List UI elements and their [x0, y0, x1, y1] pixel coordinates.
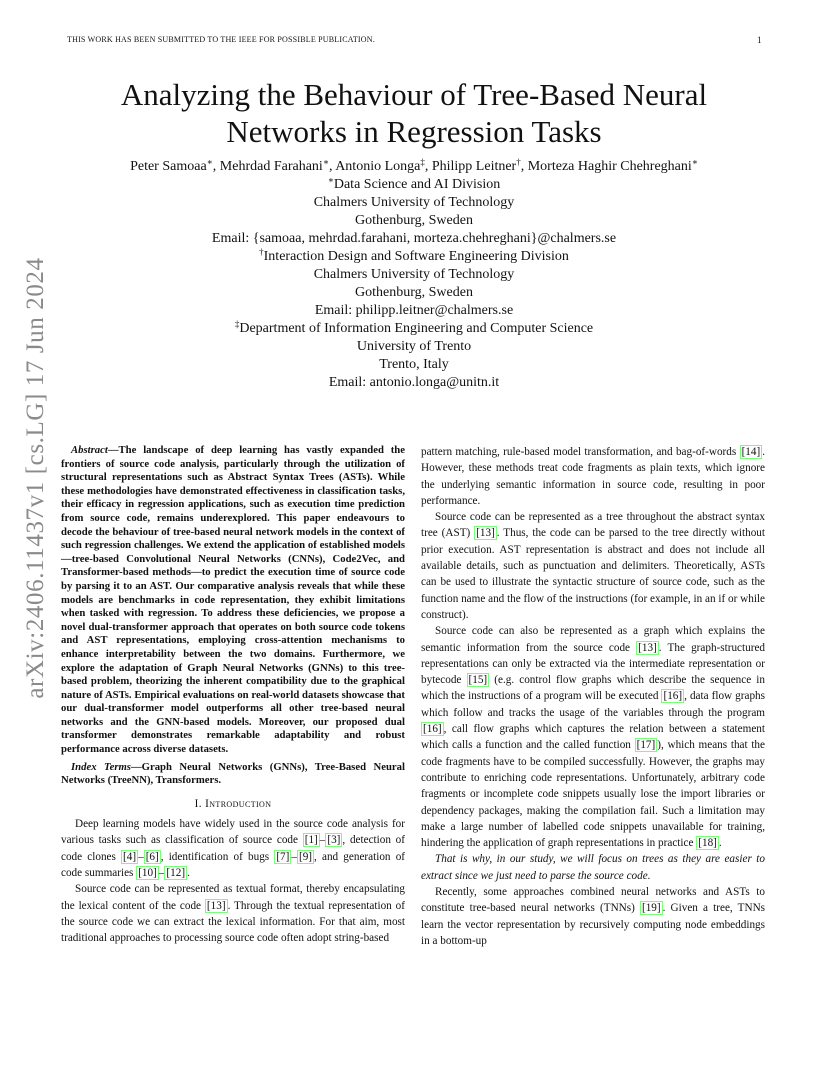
title-line-2: Networks in Regression Tasks: [226, 114, 602, 149]
author-mark: ∗: [206, 157, 213, 167]
author-mark: ∗: [322, 157, 329, 167]
text-run: , call flow graphs which captures the relation between a statement which calls a function and the called function: [421, 723, 765, 752]
text-run: Recently, some approaches combined neural networks and ASTs to constitute tree-based neural networks (TNNs): [421, 886, 765, 915]
text-run: , data flow graphs which follow and tracks the usage of the variables through the program: [421, 690, 765, 719]
affiliation-university: Chalmers University of Technology: [313, 195, 515, 210]
affiliation-email: Email: {samoaa, mehrdad.farahani, morteza.chehreghani}@chalmers.se: [211, 231, 617, 246]
affiliation-mark: ∗: [327, 175, 334, 185]
text-run: Source code can be represented as a tree throughout the abstract syntax tree (AST): [421, 511, 765, 540]
citation-link[interactable]: [16]: [663, 690, 683, 703]
citation-link[interactable]: [15]: [468, 674, 488, 687]
intro-paragraph-1: [61, 816, 405, 881]
affiliation-university: University of Trento: [356, 339, 472, 354]
text-run: . The graph-structured representations can only be extracted via the intermediate representation or bytecode: [421, 641, 765, 687]
affiliation-city: Gothenburg, Sweden: [355, 213, 473, 228]
left-column: [61, 444, 405, 947]
text-run: . Thus, the code can be parsed to the tree directly without prior execution. AST representation is abstract and does not include all available details, such as punctuation and delimiters. Theoretically, ASTs can be used to illustrate the syntactic structure of source code, such as the function name and the flow of the instructions (for example, in an if or while construct).: [421, 527, 765, 621]
text-run: .: [187, 867, 190, 880]
affiliation-city: Trento, Italy: [379, 357, 449, 372]
citation-link[interactable]: [7]: [276, 850, 290, 863]
affiliation-email: Email: antonio.longa@unitn.it: [328, 375, 500, 390]
affiliation-dept: Interaction Design and Software Engineering Division: [263, 249, 569, 264]
arxiv-stamp-text: arXiv:2406.11437v1 [cs.LG] 17 Jun 2024: [22, 257, 49, 699]
text-run: –: [291, 850, 297, 863]
citation-link[interactable]: [16]: [423, 723, 442, 736]
running-header: THIS WORK HAS BEEN SUBMITTED TO THE IEEE FOR POSSIBLE PUBLICATION.: [67, 35, 375, 44]
text-run: , and generation of code summaries: [61, 850, 406, 880]
text-run: –: [158, 867, 165, 880]
index-terms-text: —Graph Neural Networks (GNNs), Tree-Based Neural Networks (TreeNN), Transformers.: [61, 760, 405, 787]
affiliation-3: [60, 320, 768, 392]
citation-link[interactable]: [13]: [206, 899, 226, 912]
affiliation-dept: Data Science and AI Division: [333, 177, 501, 192]
citation-link[interactable]: [18]: [698, 837, 717, 850]
citation-link[interactable]: [3]: [327, 834, 341, 847]
affiliation-mark: †: [259, 247, 264, 257]
text-run: . Through the textual representation of the source code we can extract the lexical information. For that aim, most traditional approaches to processing source code often adopt string-based: [61, 899, 405, 945]
affiliation-1: [60, 176, 768, 248]
title-line-1: Analyzing the Behaviour of Tree-Based Neural: [120, 77, 708, 112]
section-title: Introduction: [205, 797, 272, 810]
affiliation-city: Gothenburg, Sweden: [355, 285, 473, 300]
citation-link[interactable]: [6]: [145, 850, 159, 863]
paper-title: [80, 76, 748, 150]
citation-link[interactable]: [9]: [298, 850, 313, 863]
citation-link[interactable]: [4]: [123, 850, 137, 863]
text-run: –: [319, 834, 326, 847]
text-run: ), which means that the code fragments have to be compiled successfully. However, the graphs may contribute to enriching code representations. Unfortunately, arbitrary code fragments or incomplete code snippets usually lose the import libraries or dependency packages, making the compilation fail. Such a limitation may make a large number of labelled code snippets unavailable for training, hindering the application of graph representations in practice: [421, 739, 765, 850]
abstract-label: Abstract: [71, 444, 108, 456]
abstract: [61, 444, 405, 757]
section-number: I.: [194, 797, 202, 810]
citation-link[interactable]: [1]: [304, 834, 318, 847]
text-run: Source code can be represented as textual format, thereby encapsulating the lexical content of the code: [61, 883, 405, 912]
right-column: [421, 444, 765, 949]
index-terms-label: Index Terms: [71, 760, 131, 773]
author-mark: ∗: [691, 157, 698, 167]
intro-paragraph-2: [61, 881, 405, 946]
affiliation-2: [60, 248, 768, 320]
page-number: 1: [757, 35, 762, 45]
index-terms: [61, 761, 405, 788]
text-run: . Given a tree, TNNs learn the vector representation by recursively computing node embeddings in a bottom-up: [421, 902, 766, 947]
right-paragraph-2: [421, 509, 765, 623]
citation-link[interactable]: [13]: [476, 527, 495, 540]
affiliation-university: Chalmers University of Technology: [313, 267, 515, 282]
text-run: , identification of bugs: [160, 850, 275, 863]
text-run: Deep learning models have widely used in the source code analysis for various tasks such as classification of source code: [61, 818, 405, 847]
author-mark: ‡: [420, 157, 425, 167]
text-run: Source code can also be represented as a graph which explains the semantic information from the source code: [421, 625, 765, 654]
author-name: Philipp Leitner: [431, 159, 517, 174]
citation-link[interactable]: [12]: [166, 867, 186, 880]
text-run: . However, these methods treat code fragments as plain texts, which ignore the underlying semantic information in source code, resulting in poor performance.: [421, 446, 765, 507]
text-run: pattern matching, rule-based model transformation, and bag-of-words: [421, 446, 740, 458]
affiliation-email: Email: philipp.leitner@chalmers.se: [314, 303, 514, 318]
citation-link[interactable]: [19]: [641, 902, 661, 915]
text-run: , detection of code clones: [61, 834, 406, 863]
author-mark: †: [516, 157, 521, 167]
abstract-text: —The landscape of deep learning has vastly expanded the frontiers of source code analysis, particularly through the utilization of structural representations such as Abstract Syntax Trees (ASTs). While these methodologies have demonstrated effectiveness in classification tasks, their efficacy in regression applications, such as execution time prediction from source code, remains underexplored. This paper endeavours to decode the behaviour of tree-based neural network models in the context of such regression challenges. We extend the application of established models—tree-based Convolutional Neural Networks (CNNs), Code2Vec, and Transformer-based methods—to predict the execution time of source code by parsing it to an AST. Our comparative analysis reveals that while these models are benchmarks in code representation, they exhibit limitations when tasked with regression. To address these deficiencies, we propose a novel dual-transformer approach that operates on both source code tokens and AST representations, employing cross-attention mechanisms to enhance interpretability between the two domains. Furthermore, we explore the adaptation of Graph Neural Networks (GNNs) to this tree-based problem, theorizing the inherent compatibility due to the graphical nature of ASTs. Empirical evaluations on real-world datasets showcase that our dual-transformer model outperforms all other tree-based neural networks and the GNN-based models. Moreover, our proposed dual transformer demonstrates remarkable adaptability and robust performance across diverse datasets.: [61, 444, 405, 756]
affiliation-mark: ‡: [234, 319, 240, 329]
right-paragraph-4: That is why, in our study, we will focus on trees as they are easier to extract since we just need to parse the source code.: [421, 853, 765, 882]
text-run: –: [138, 850, 144, 863]
section-heading: [61, 796, 405, 812]
author-name: Mehrdad Farahani: [219, 159, 323, 174]
right-paragraph-5: [421, 884, 765, 949]
author-list: Peter Samoaa∗, Mehrdad Farahani∗, Antonio Longa‡, Philipp Leitner†, Morteza Haghir Chehreghani∗: [130, 157, 698, 174]
author-name: Morteza Haghir Chehreghani: [527, 159, 692, 174]
citation-link[interactable]: [17]: [636, 739, 656, 752]
author-name: Peter Samoaa: [130, 159, 207, 174]
right-paragraph-1: [421, 444, 765, 509]
text-run: .: [718, 837, 722, 850]
citation-link[interactable]: [13]: [638, 641, 657, 654]
text-run: (e.g. control flow graphs which describe the sequence in which the instructions of a program will be executed: [421, 674, 765, 703]
affiliation-dept: Department of Information Engineering and Computer Science: [239, 321, 594, 336]
citation-link[interactable]: [14]: [741, 446, 761, 458]
author-name: Antonio Longa: [335, 159, 421, 174]
citation-link[interactable]: [10]: [138, 867, 157, 880]
right-paragraph-3: [421, 623, 765, 851]
